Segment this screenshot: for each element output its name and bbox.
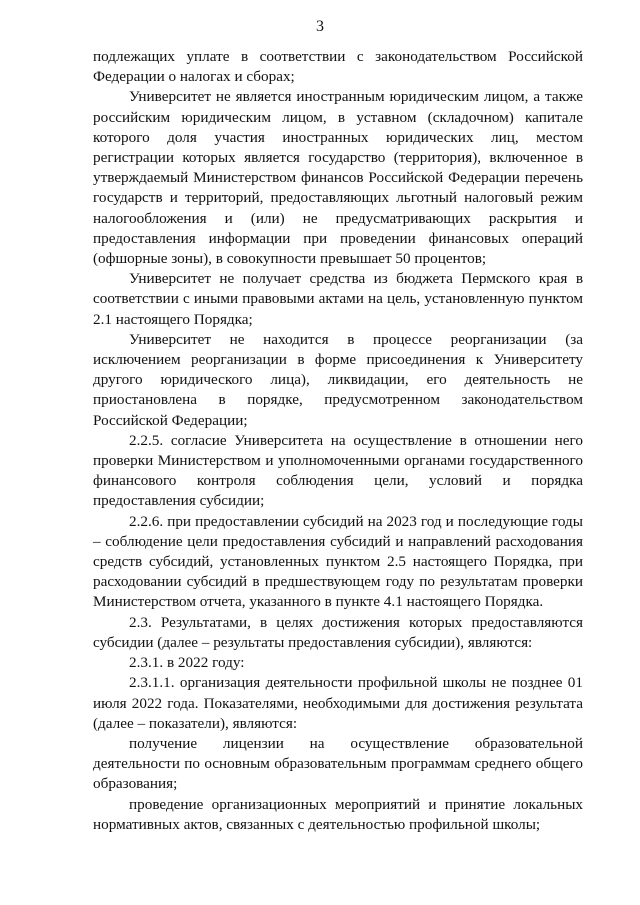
paragraph-continuation: подлежащих уплате в соответствии с законодательством Российской Федерации о налогах и сборах; — [93, 48, 583, 86]
paragraph-budget-funds-condition: Университет не получает средства из бюджета Пермского края в соответствии с иными правовыми актами на цель, установленную пунктом 2.1 настоящего Порядка; — [93, 270, 583, 328]
paragraph-organizational-indicator: проведение организационных мероприятий и принятие локальных нормативных актов, связанных с деятельностью профильной школы; — [93, 795, 583, 833]
paragraph-2-3: 2.3. Результатами, в целях достижения которых предоставляются субсидии (далее – результаты предоставления субсидии), являются: — [93, 613, 583, 651]
paragraph-license-indicator: получение лицензии на осуществление образовательной деятельности по основным образовательным программам среднего общего образования; — [93, 734, 583, 793]
document-body — [93, 47, 583, 835]
paragraph-2-3-1: 2.3.1. в 2022 году: — [129, 654, 245, 672]
page-number: 3 — [316, 18, 324, 35]
paragraph-reorganization-condition: Университет не находится в процессе реорганизации (за исключением реорганизации в форме присоединения к Университету другого юридического лица), ликвидации, его деятельность не приостановлена в порядке, предусмотренном законодательством Российской Федерации; — [93, 330, 583, 429]
paragraph-foreign-entity-condition: Университет не является иностранным юридическим лицом, а также российским юридическим лицом, в уставном (складочном) капитале которого доля участия иностранных юридических лиц, местом регистрации которых является государство (территория), включенное в утверждаемый Министерством финансов Российской Федерации перечень государств и территорий, предоставляющих льготный налоговый режим налогообложения и (или) не предусматривающих раскрытия и предоставления информации при проведении финансовых операций (офшорные зоны), в совокупности превышает 50 процентов; — [93, 88, 583, 268]
paragraph-2-2-5: 2.2.5. согласие Университета на осуществление в отношении него проверки Министерством и уполномоченными органами государственного финансового контроля соблюдения цели, условий и порядка предоставления субсидии; — [93, 431, 583, 510]
paragraph-2-2-6: 2.2.6. при предоставлении субсидий на 2023 год и последующие годы – соблюдение цели предоставления субсидий и направлений расходования средств субсидий, установленных пунктом 2.5 настоящего Порядка, при расходовании субсидий в предшествующем году по результатам проверки Министерством отчета, указанного в пункте 4.1 настоящего Порядка. — [93, 512, 583, 611]
paragraph-2-3-1-1: 2.3.1.1. организация деятельности профильной школы не позднее 01 июля 2022 года. Показателями, необходимыми для достижения результата (далее – показатели), являются: — [93, 674, 583, 732]
